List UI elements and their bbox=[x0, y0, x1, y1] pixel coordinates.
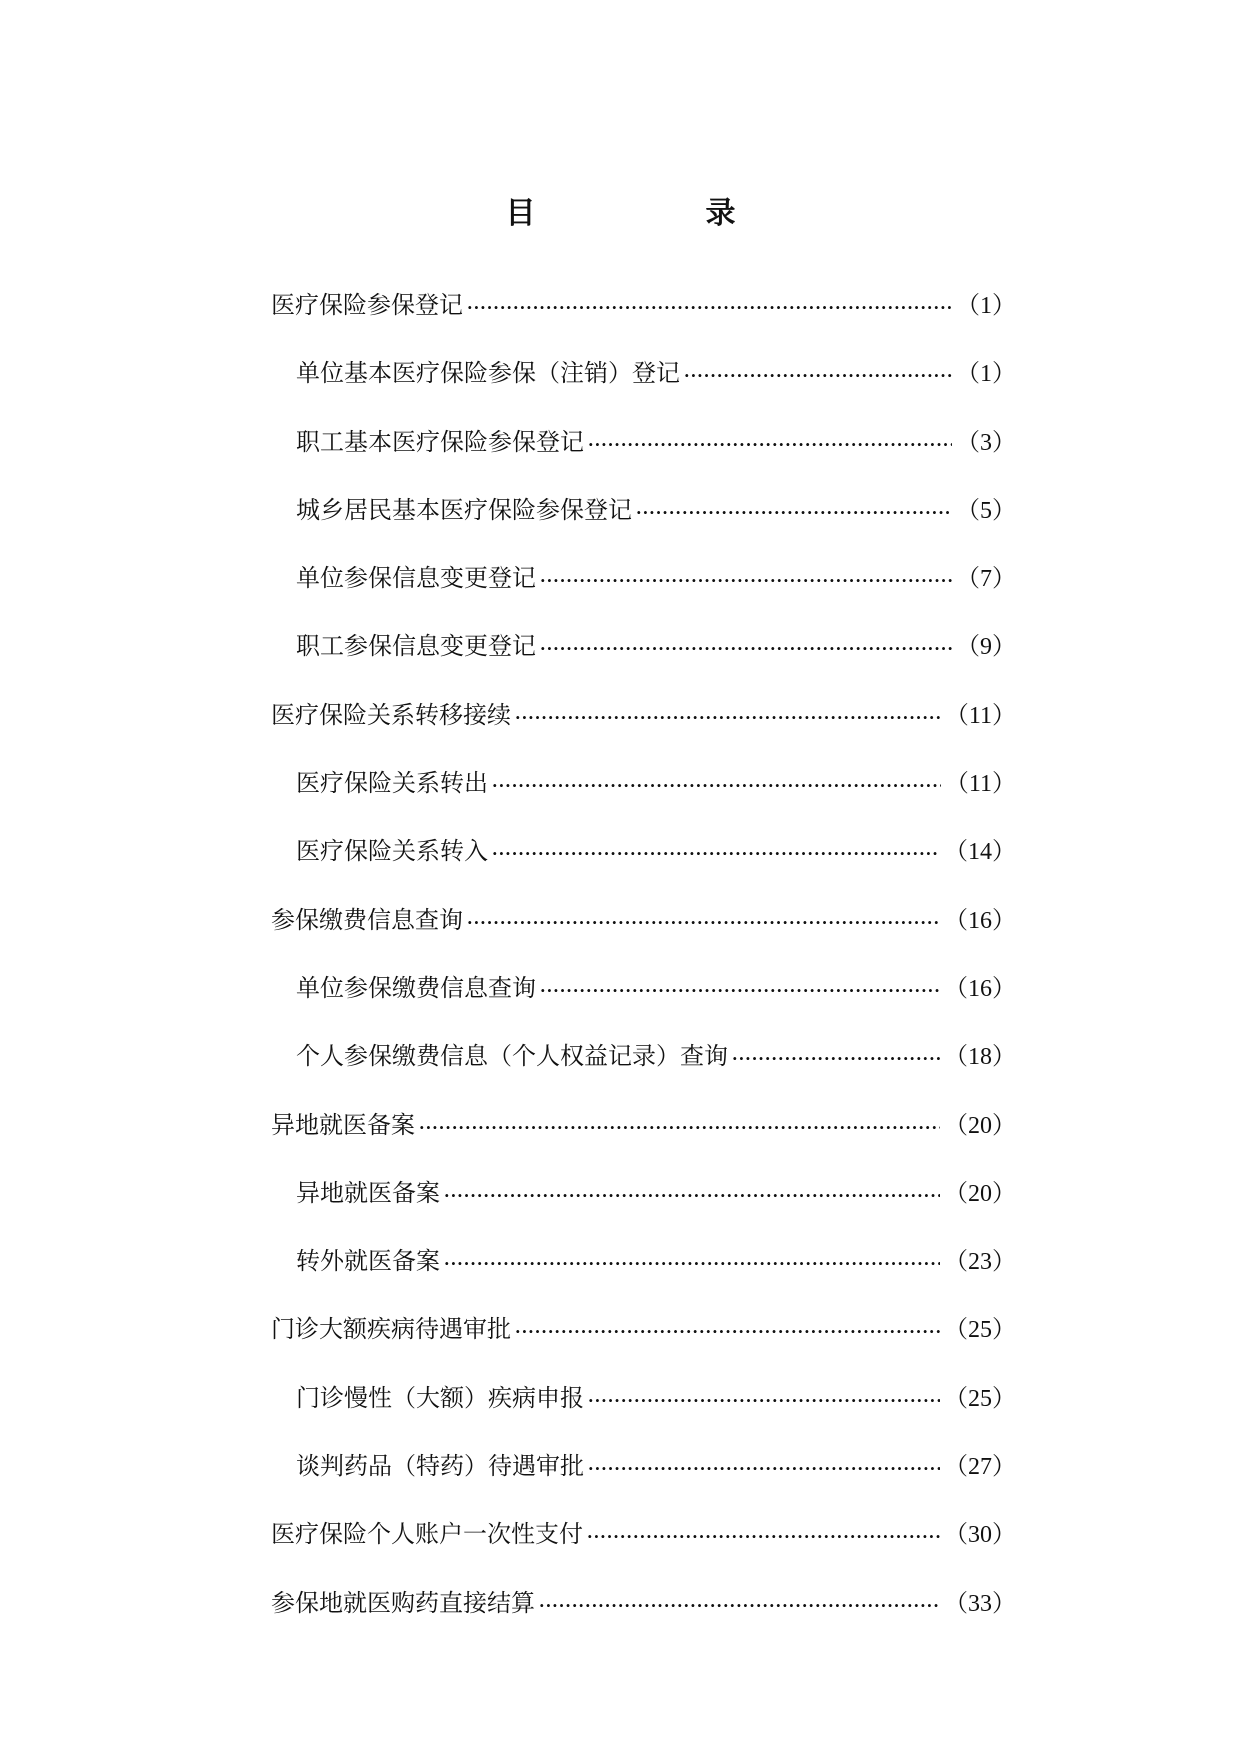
toc-entry-page: （1） bbox=[956, 361, 1016, 388]
table-of-contents bbox=[271, 285, 1016, 1651]
dot-leader bbox=[636, 493, 952, 533]
toc-entry-label: 医疗保险关系转移接续 bbox=[271, 700, 511, 729]
toc-entry-label: 职工参保信息变更登记 bbox=[296, 632, 536, 661]
toc-entry-page: （33） bbox=[944, 1590, 1016, 1617]
dot-leader bbox=[540, 629, 952, 669]
toc-entry-label: 门诊大额疾病待遇审批 bbox=[271, 1315, 511, 1344]
toc-entry-page: （16） bbox=[944, 975, 1016, 1002]
toc-entry[interactable] bbox=[271, 490, 1016, 558]
dot-leader bbox=[540, 971, 940, 1011]
toc-entry[interactable] bbox=[271, 1105, 1016, 1173]
toc-entry[interactable] bbox=[271, 900, 1016, 968]
dot-leader bbox=[419, 1108, 940, 1148]
toc-entry-label: 单位参保缴费信息查询 bbox=[296, 973, 536, 1002]
toc-entry[interactable] bbox=[271, 1583, 1016, 1651]
dot-leader bbox=[588, 425, 952, 465]
dot-leader bbox=[492, 834, 940, 874]
toc-entry-page: （18） bbox=[944, 1044, 1016, 1071]
toc-entry-page: （5） bbox=[956, 497, 1016, 524]
toc-entry-page: （25） bbox=[944, 1385, 1016, 1412]
toc-entry[interactable] bbox=[271, 968, 1016, 1036]
toc-entry-label: 医疗保险个人账户一次性支付 bbox=[271, 1520, 583, 1549]
toc-entry[interactable] bbox=[271, 1514, 1016, 1582]
toc-entry[interactable] bbox=[271, 1173, 1016, 1241]
toc-entry-label: 单位基本医疗保险参保（注销）登记 bbox=[296, 359, 680, 388]
dot-leader bbox=[515, 1312, 940, 1352]
toc-entry[interactable] bbox=[271, 626, 1016, 694]
toc-entry-page: （16） bbox=[944, 907, 1016, 934]
toc-entry-page: （27） bbox=[944, 1454, 1016, 1481]
toc-entry-page: （20） bbox=[944, 1112, 1016, 1139]
toc-entry-page: （20） bbox=[944, 1180, 1016, 1207]
toc-entry-label: 医疗保险参保登记 bbox=[271, 291, 463, 319]
dot-leader bbox=[588, 1381, 940, 1421]
toc-entry[interactable] bbox=[271, 558, 1016, 626]
toc-entry-page: （11） bbox=[944, 771, 1016, 798]
toc-entry-label: 转外就医备案 bbox=[296, 1247, 440, 1276]
toc-entry-label: 谈判药品（特药）待遇审批 bbox=[296, 1452, 584, 1481]
toc-entry[interactable] bbox=[271, 1241, 1016, 1309]
dot-leader bbox=[444, 1176, 940, 1216]
toc-entry-page: （9） bbox=[956, 634, 1016, 661]
toc-entry-page: （11） bbox=[944, 702, 1016, 729]
dot-leader bbox=[588, 1449, 940, 1489]
toc-entry[interactable] bbox=[271, 1309, 1016, 1377]
toc-entry-page: （3） bbox=[956, 429, 1016, 456]
toc-entry-label: 异地就医备案 bbox=[271, 1110, 415, 1139]
dot-leader bbox=[467, 288, 952, 328]
toc-entry[interactable] bbox=[271, 1446, 1016, 1514]
toc-entry-page: （25） bbox=[944, 1317, 1016, 1344]
toc-entry[interactable] bbox=[271, 831, 1016, 899]
toc-entry-label: 城乡居民基本医疗保险参保登记 bbox=[296, 495, 632, 524]
dot-leader bbox=[467, 903, 940, 943]
toc-entry-label: 参保地就医购药直接结算 bbox=[271, 1588, 535, 1617]
toc-entry[interactable] bbox=[271, 1036, 1016, 1104]
toc-entry-label: 异地就医备案 bbox=[296, 1178, 440, 1207]
dot-leader bbox=[587, 1517, 940, 1557]
toc-entry[interactable] bbox=[271, 285, 1016, 353]
dot-leader bbox=[684, 356, 952, 396]
toc-entry-page: （14） bbox=[944, 839, 1016, 866]
dot-leader bbox=[515, 698, 941, 738]
toc-entry-label: 参保缴费信息查询 bbox=[271, 905, 463, 934]
dot-leader bbox=[492, 766, 941, 806]
toc-entry[interactable] bbox=[271, 763, 1016, 831]
toc-entry-label: 个人参保缴费信息（个人权益记录）查询 bbox=[296, 1042, 728, 1071]
toc-entry-label: 职工基本医疗保险参保登记 bbox=[296, 427, 584, 456]
toc-entry-page: （30） bbox=[944, 1522, 1016, 1549]
dot-leader bbox=[539, 1586, 940, 1626]
toc-title: 目 录 bbox=[505, 196, 806, 231]
toc-entry[interactable] bbox=[271, 695, 1016, 763]
toc-entry-page: （23） bbox=[944, 1249, 1016, 1276]
toc-entry-label: 门诊慢性（大额）疾病申报 bbox=[296, 1383, 584, 1412]
toc-entry-page: （7） bbox=[956, 566, 1016, 593]
toc-entry[interactable] bbox=[271, 422, 1016, 490]
toc-entry-label: 单位参保信息变更登记 bbox=[296, 564, 536, 593]
dot-leader bbox=[732, 1039, 940, 1079]
toc-entry-page: （1） bbox=[956, 293, 1016, 319]
dot-leader bbox=[540, 561, 952, 601]
toc-entry-label: 医疗保险关系转出 bbox=[296, 769, 488, 798]
toc-entry[interactable] bbox=[271, 353, 1016, 421]
dot-leader bbox=[444, 1244, 940, 1284]
toc-entry[interactable] bbox=[271, 1378, 1016, 1446]
toc-entry-label: 医疗保险关系转入 bbox=[296, 837, 488, 866]
